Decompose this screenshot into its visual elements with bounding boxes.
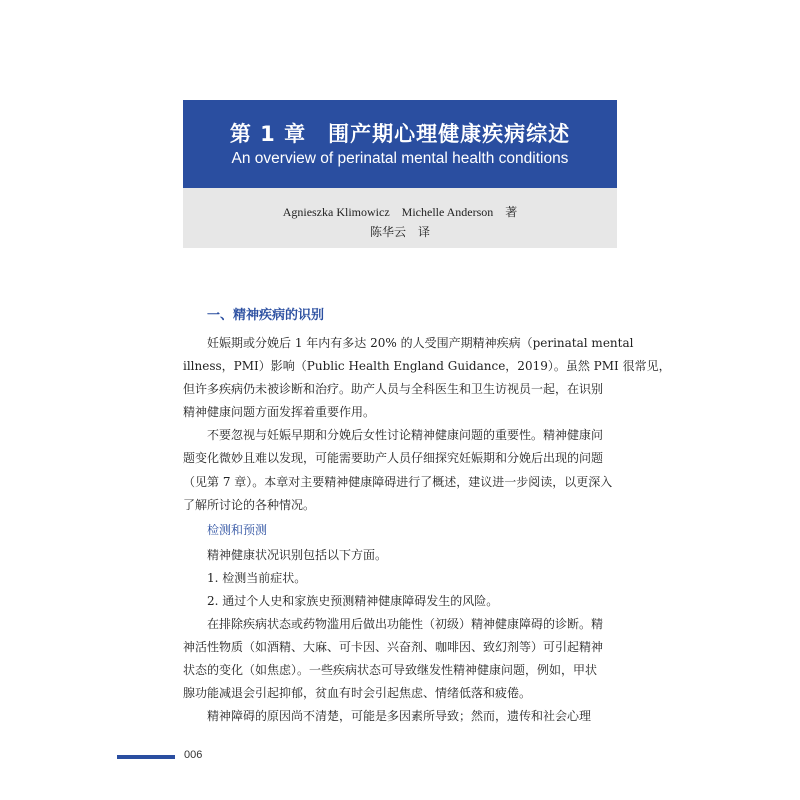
subsection-intro: 精神健康状况识别包括以下方面。 bbox=[207, 547, 388, 562]
byline-panel bbox=[183, 188, 617, 248]
paragraph-4: 精神障碍的原因尚不清楚，可能是多因素所导致；然而，遗传和社会心理 bbox=[207, 709, 592, 724]
chapter-title-banner bbox=[183, 100, 617, 188]
chapter-title-english: An overview of perinatal mental health conditions bbox=[231, 150, 569, 167]
text-line: 妊娠期或分娩后 1 年内有多达 20% 的人受围产期精神疾病（perinatal mental bbox=[207, 336, 634, 350]
list-item: 1. 检测当前症状。 bbox=[207, 570, 307, 585]
paragraph-3 bbox=[183, 613, 617, 705]
text-line: 题变化微妙且难以发现，可能需要助产人员仔细探究妊娠期和分娩后出现的问题 bbox=[183, 451, 604, 466]
body-text bbox=[183, 305, 671, 729]
text-line: 但许多疾病仍未被诊断和治疗。助产人员与全科医生和卫生访视员一起，在识别 bbox=[183, 382, 604, 397]
list-item: 2. 通过个人史和家族史预测精神健康障碍发生的风险。 bbox=[207, 593, 499, 608]
text-line: 不要忽视与妊娠早期和分娩后女性讨论精神健康问题的重要性。精神健康问 bbox=[207, 428, 604, 443]
paragraph-2 bbox=[183, 424, 617, 516]
text-line: 了解所讨论的各种情况。 bbox=[183, 497, 316, 512]
text-line: （见第 7 章）。本章对主要精神健康障碍进行了概述，建议进一步阅读，以更深入 bbox=[183, 474, 613, 489]
text-line: 在排除疾病状态或药物滥用后做出功能性（初级）精神健康障碍的诊断。精 bbox=[207, 617, 604, 632]
footer-accent-bar bbox=[117, 755, 175, 759]
text-line: 腺功能减退会引起抑郁，贫血有时会引起焦虑、情绪低落和疲倦。 bbox=[183, 686, 532, 701]
text-line: 精神健康问题方面发挥着重要作用。 bbox=[183, 405, 376, 420]
page-number: 006 bbox=[184, 749, 203, 761]
text-line: 状态的变化（如焦虑）。一些疾病状态可导致继发性精神健康问题，例如，甲状 bbox=[183, 663, 598, 678]
chapter-translator: 陈华云 译 bbox=[369, 225, 430, 239]
text-line: illness，PMI）影响（Public Health England Guidance，2019）。虽然 PMI 很常见， bbox=[183, 359, 671, 374]
paragraph-1 bbox=[183, 332, 671, 424]
chapter-title-chinese: 第 1 章 围产期心理健康疾病综述 bbox=[229, 122, 571, 146]
chapter-authors: Agnieszka Klimowicz Michelle Anderson 著 bbox=[282, 205, 518, 219]
text-line: 神活性物质（如酒精、大麻、可卡因、兴奋剂、咖啡因、致幻剂等）可引起精神 bbox=[183, 640, 604, 655]
section-heading: 一、精神疾病的识别 bbox=[207, 308, 325, 323]
subsection-heading: 检测和预测 bbox=[207, 522, 268, 537]
